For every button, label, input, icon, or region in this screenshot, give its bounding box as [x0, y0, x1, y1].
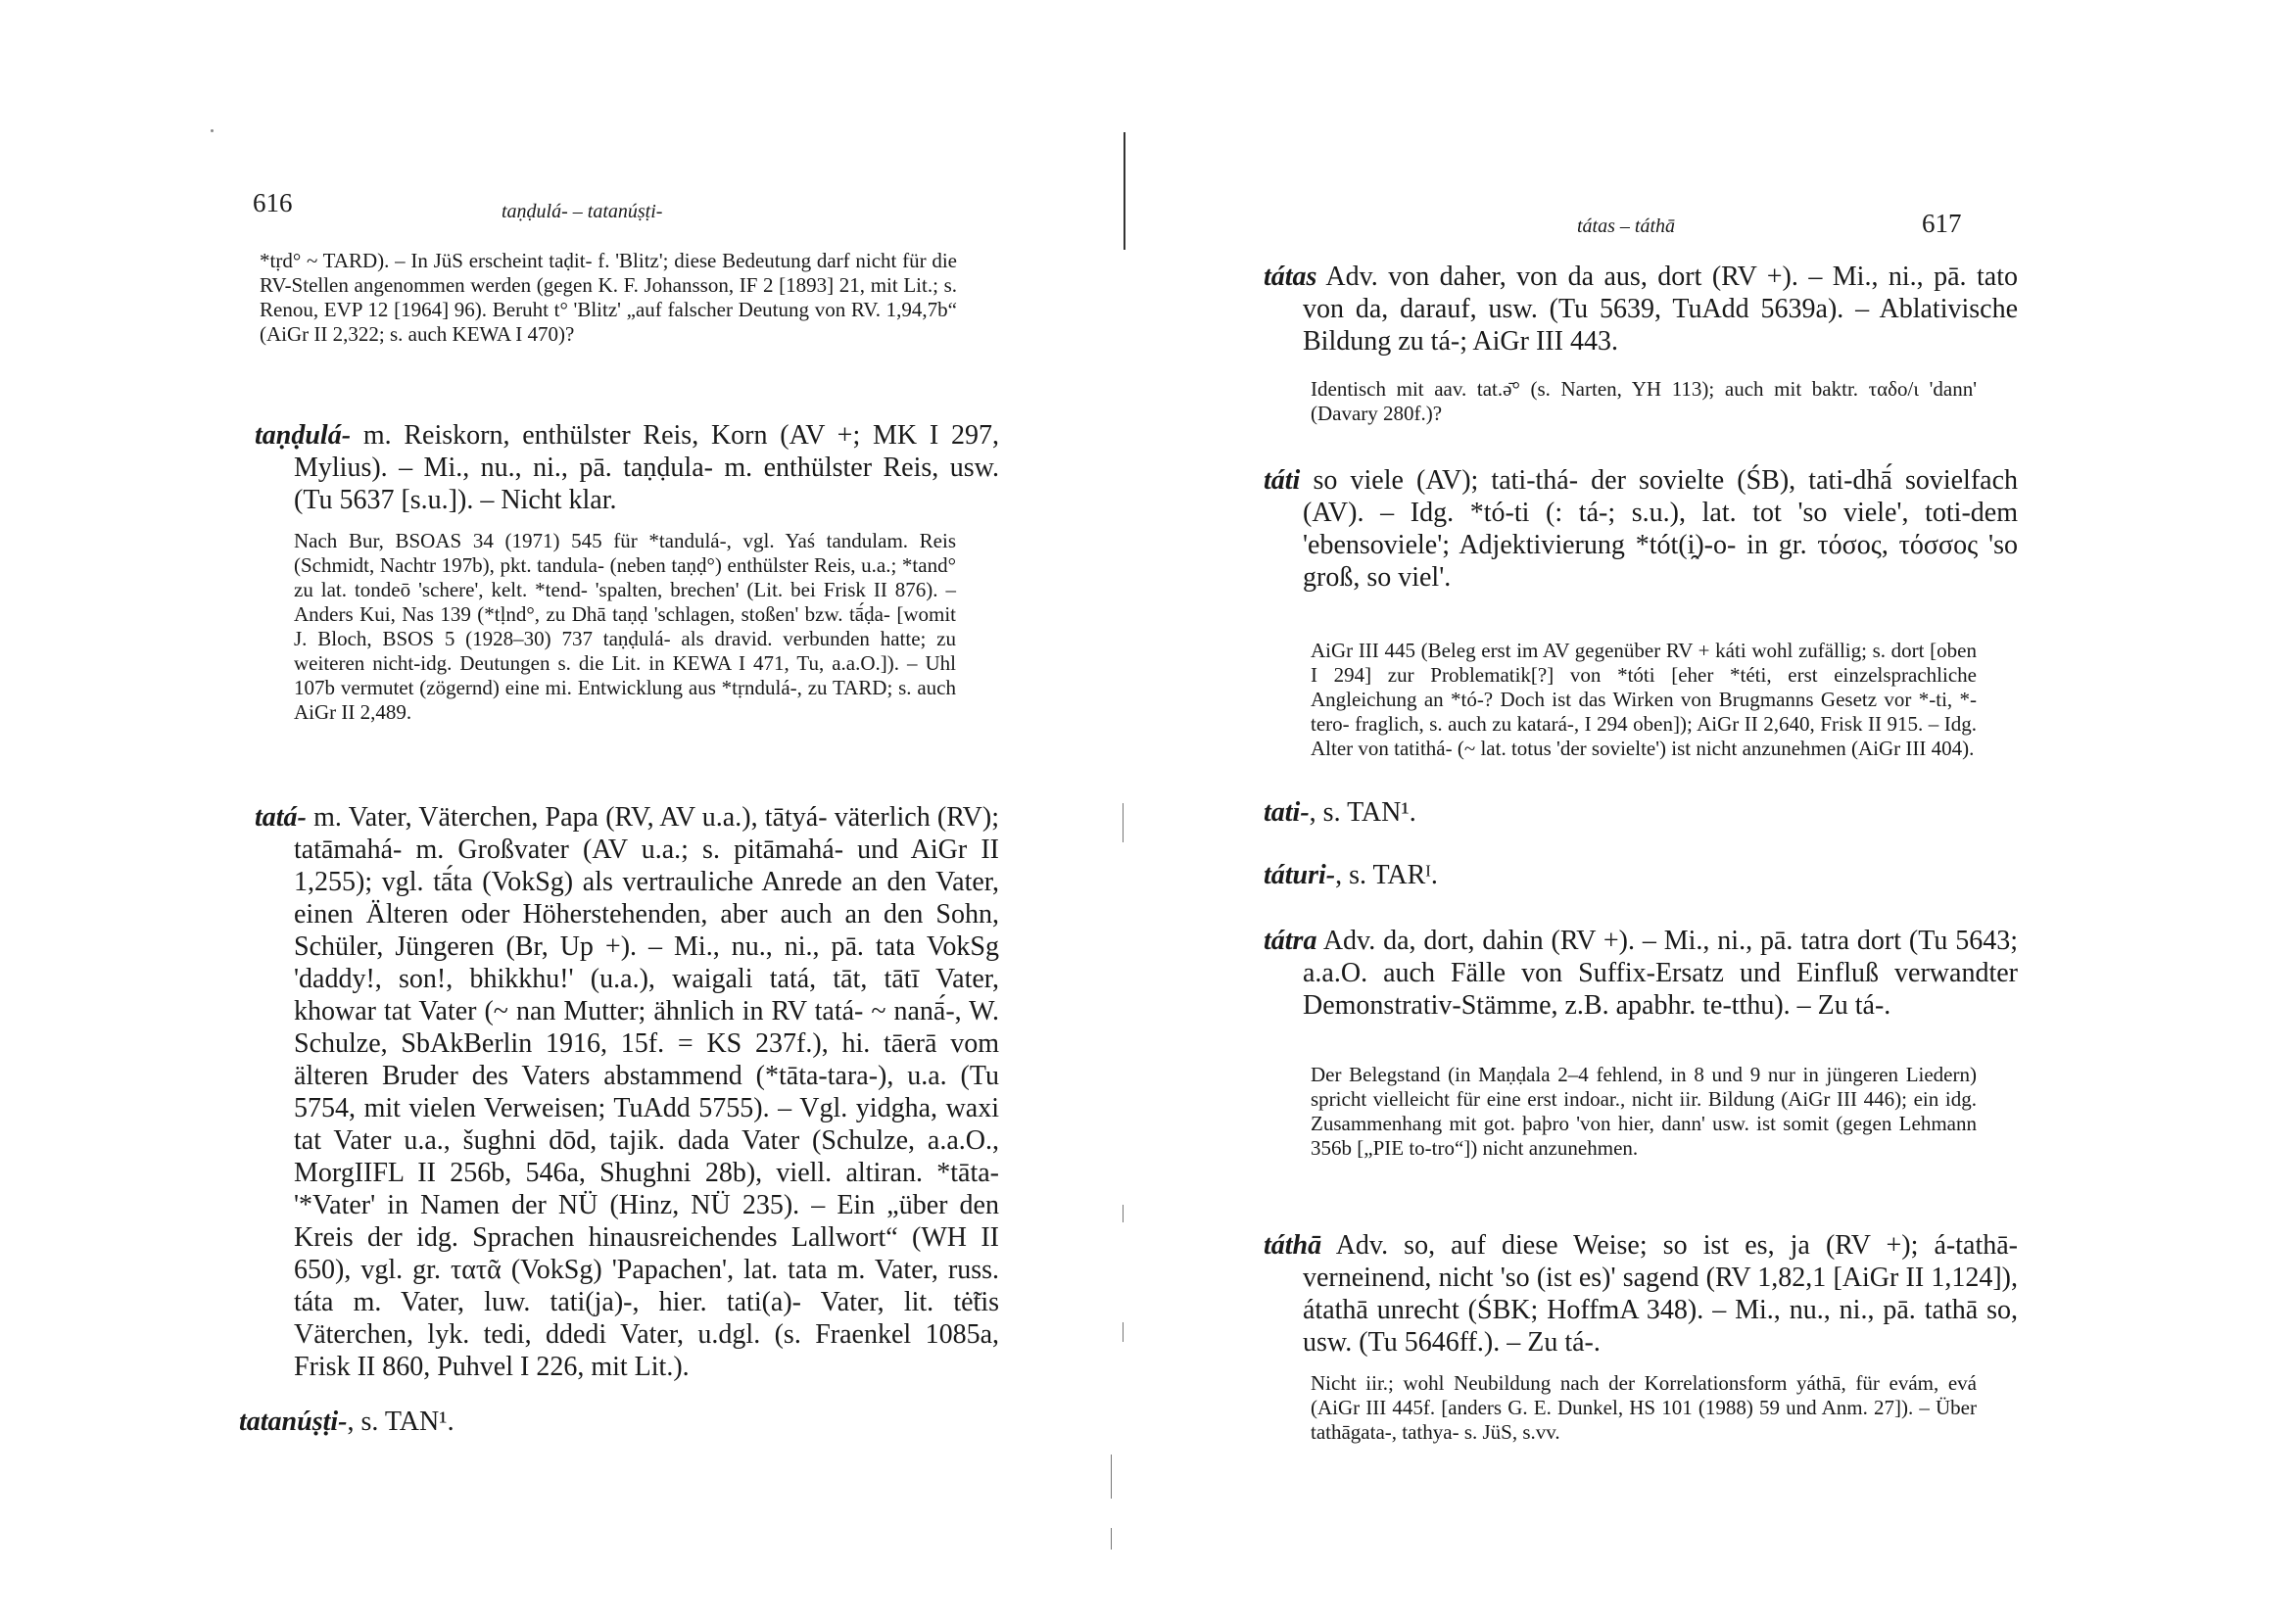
page-number: 616 — [253, 188, 293, 217]
page-number: 617 — [1922, 209, 1962, 238]
entry-tata — [255, 801, 999, 1383]
entry-note: Der Belegstand (in Maṇḍala 2–4 fehlend, in 8 und 9 nur in jüngeren Liedern) spricht vielleicht für eine erst indoar., nicht iir. Bildung (AiGr III 446); ein idg. Zusammenhang mit got. þaþro 'von hier, dann' usw. ist somit (gegen Lehmann 356b [„PIE to-tro“]) nicht anzunehmen. — [1311, 1063, 1977, 1160]
continued-note: *tṛd° ~ TARD). – In JüS erscheint taḍit- f. 'Blitz'; diese Bedeutung darf nicht für die RV-Stellen angenommen werden (gegen K. F. Johansson, IF 2 [1893] 21, mit Lit.; s. Renou, EVP 12 [1964] 96). Beruht t° 'Blitz' „auf falscher Deutung von RV. 1,94,7b“ (AiGr II 2,322; s. auch KEWA I 470)? — [260, 249, 957, 346]
entry-note: Nach Bur, BSOAS 34 (1971) 545 für *tandulá-, vgl. Yaś tandulam. Reis (Schmidt, Nachtr 197b), pkt. tandula- (neben taṇḍ°) enthülster Reis, u.a.; *tand° zu lat. tondeō 'schere', kelt. *tend- 'spalten, brechen' (Lit. bei Frisk II 876). – Anders Kui, Nas 139 (*tḷnd°, zu Dhā taṇḍ 'schlagen, stoßen' bzw. tā́ḍa- [womit J. Bloch, BSOS 5 (1928–30) 737 taṇḍulá- als dravid. verbunden hatte; zu weiteren nicht-idg. Deutungen s. die Lit. in KEWA I 471, Tu, a.a.O.]). – Uhl 107b vermutet (zögernd) eine mi. Entwicklung aus *tṛndulá-, zu TARD; s. auch AiGr II 2,489. — [294, 529, 956, 724]
scan-speck — [211, 129, 214, 132]
entry-text: m. Vater, Väterchen, Papa (RV, AV u.a.), tātyá- väterlich (RV); tatāmahá- m. Großvater (AV u.a.; s. pitāmahá- und AiGr II 1,255); vgl. tā́ta (VokSg) als vertrauliche Anrede an den Vater, einen Älteren oder Höherstehenden, aber auch an den Sohn, Schüler, Jüngeren (Br, Up +). – Mi., nu., ni., pā. tata VokSg 'daddy!, son!, bhikkhu!' (u.a.), waigali tatá, tāt, tātī Vater, khowar tat Vater (~ nan Mutter; ähnlich in RV tatá- ~ nanā́-, W. Schulze, SbAkBerlin 1916, 15f. = KS 237f.), hi. tāerā vom älteren Bruder des Vaters abstammend (*tāta-tara-), u.a. (Tu 5754, mit vielen Verweisen; TuAdd 5755). – Vgl. yidgha, waxi tat Vater u.a., šughni dōd, tajik. dada Vater (Schulze, a.a.O., MorgIIFL II 256b, 546a, Shughni 28b), viell. altiran. *tāta- '*Vater' in Namen der NÜ (Hinz, NÜ 235). – Ein „über den Kreis der idg. Sprachen hinausreichendes Lallwort“ (WH II 650), vgl. gr. τατᾶ (VokSg) 'Papachen', lat. tata m. Vater, russ. táta m. Vater, luw. tati(ja)-, hier. tati(a)- Vater, lit. tė̃tis Väterchen, lyk. tedi, ddedi Vater, u.dgl. (s. Fraenkel 1085a, Frisk II 860, Puhvel I 226, mit Lit.). — [294, 802, 1000, 1382]
gutter-mark — [1111, 1455, 1112, 1499]
entry-text: Adv. da, dort, dahin (RV +). – Mi., ni., pā. tatra dort (Tu 5643; a.a.O. auch Fälle von Suffix-Ersatz und Einfluß verwandter Demonstrativ-Stämme, z.B. apabhr. te-tthu). – Zu tá-. — [1303, 926, 2018, 1021]
gutter-mark — [1123, 1205, 1124, 1222]
headword: tatá- — [255, 802, 307, 833]
headword: táturi- — [1264, 860, 1336, 890]
entry-text: m. Reiskorn, enthülster Reis, Korn (AV +; MK I 297, Mylius). – Mi., nu., ni., pā. taṇḍula- m. enthülster Reis, usw. (Tu 5637 [s.u.]). – Nicht klar. — [294, 420, 1000, 515]
entry-note: Identisch mit aav. tat.ə̄° (s. Narten, YH 113); auch mit baktr. ταδο/ι 'dann' (Davary 280f.)? — [1311, 377, 1977, 425]
entry-tati — [1264, 464, 2018, 594]
entry-note: AiGr III 445 (Beleg erst im AV gegenüber RV + káti wohl zufällig; s. dort [oben I 294] zur Problematik[?] von *tóti [eher *téti, erst einzelsprachliche Angleichung an *tó-? Doch ist das Wirken von Brugmanns Gesetz vor *-ti, *-tero- fraglich, s. auch zu katará-, I 294 oben]); AiGr II 2,640, Frisk II 915. – Idg. Alter von tatithá- (~ lat. totus 'der sovielte') ist nicht anzunehmen (AiGr III 404). — [1311, 639, 1977, 760]
entry-tatra — [1264, 925, 2018, 1022]
entry-tatas — [1264, 261, 2018, 358]
headword: tatanúṣṭi- — [239, 1407, 348, 1437]
gutter-mark — [1123, 803, 1124, 842]
book-fold — [1124, 132, 1125, 250]
running-head: tátas – táthā — [1577, 215, 1676, 237]
entry-tati-ref — [1264, 796, 2018, 829]
headword: táti — [1264, 465, 1301, 496]
headword: tati- — [1264, 797, 1310, 828]
entry-text: , s. TARᴵ. — [1335, 860, 1438, 890]
entry-tatha — [1264, 1229, 2018, 1359]
gutter-mark — [1123, 1322, 1124, 1342]
entry-text: Adv. so, auf diese Weise; so ist es, ja (RV +); á-tathā- verneinend, nicht 'so (ist es)' sagend (RV 1,82,1 [AiGr II 1,124]), átathā unrecht (ŚBK; HoffmA 348). – Mi., nu., ni., pā. tathā so, usw. (Tu 5646ff.). – Zu tá-. — [1303, 1230, 2018, 1358]
entry-tatanusti — [239, 1406, 983, 1438]
entry-text: , s. TAN¹. — [347, 1407, 454, 1437]
entry-text: Adv. von daher, von da aus, dort (RV +). – Mi., ni., pā. tato von da, darauf, usw. (Tu 5639, TuAdd 5639a). – Ablativische Bildung zu tá-; AiGr III 443. — [1303, 262, 2018, 357]
entry-tandula — [255, 419, 999, 516]
entry-taturi — [1264, 859, 2018, 891]
entry-note: Nicht iir.; wohl Neubildung nach der Korrelationsform yáthā, für evám, evá (AiGr III 445f. [anders G. E. Dunkel, HS 101 (1988) 59 und Anm. 27]). – Über tathāgata-, tathya- s. JüS, s.vv. — [1311, 1371, 1977, 1444]
headword: táthā — [1264, 1230, 1322, 1261]
entry-text: so viele (AV); tati-thá- der sovielte (ŚB), tati-dhā́ sovielfach (AV). – Idg. *tó-ti (: tá-; s.u.), lat. tot 'so viele', toti-dem 'ebensoviele'; Adjektivierung *tót(i̯)-o- in gr. τόσος, τόσσος 'so groß, so viel'. — [1303, 465, 2019, 593]
gutter-mark — [1111, 1528, 1112, 1550]
headword: tátra — [1264, 926, 1317, 956]
headword: taṇḍulá- — [255, 420, 352, 451]
running-head: taṇḍulá- – tatanúṣṭi- — [502, 201, 663, 222]
entry-text: , s. TAN¹. — [1309, 797, 1416, 828]
headword: tátas — [1264, 262, 1317, 292]
